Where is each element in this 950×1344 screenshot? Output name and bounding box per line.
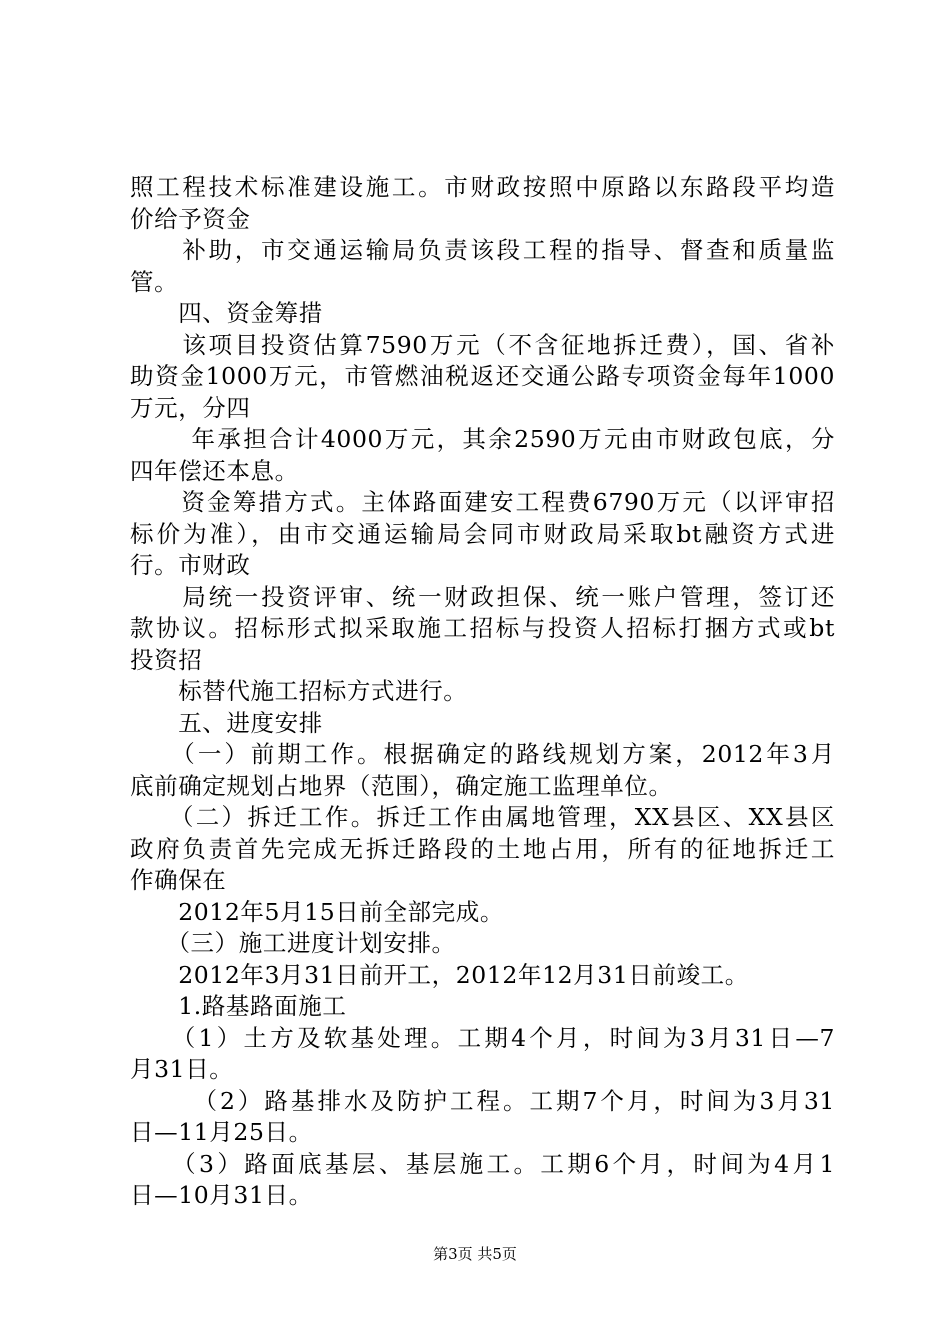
text-line: 助资金1000万元，市管燃油税返还交通公路专项资金每年1000 [130, 362, 835, 390]
text-line: 万元，分四 [130, 393, 251, 422]
text-line: 日—10月31日。 [130, 1181, 313, 1209]
text-line: 局统一投资评审、统一财政担保、统一账户管理，签订还 [130, 582, 835, 611]
text-line: 2012年5月15日前全部完成。 [130, 897, 504, 926]
text-line: 标价为准），由市交通运输局会同市财政局采取bt融资方式进 [130, 519, 835, 548]
text-line: 投资招 [130, 645, 203, 674]
text-line: （3）路面底基层、基层施工。工期6个月，时间为4月1 [130, 1149, 835, 1178]
text-line: 行。市财政 [130, 551, 251, 579]
text-line: 作确保在 [130, 866, 227, 894]
page-footer: 第3页 共5页 [433, 1245, 517, 1263]
text-line: 底前确定规划占地界（范围），确定施工监理单位。 [130, 771, 673, 800]
text-line: 年承担合计4000万元，其余2590万元由市财政包底，分 [130, 425, 835, 453]
text-line: （1）土方及软基处理。工期4个月，时间为3月31日—7 [130, 1023, 835, 1052]
text-line: （二）拆迁工作。拆迁工作由属地管理，XX县区、XX县区 [130, 803, 835, 831]
text-line: 2012年3月31日前开工，2012年12月31日前竣工。 [130, 960, 749, 989]
text-line: 管。 [130, 267, 179, 296]
text-line: 四、资金筹措 [130, 299, 323, 327]
document-body [130, 172, 835, 1212]
text-line: （三）施工进度计划安排。 [130, 929, 456, 957]
text-line: 月31日。 [130, 1055, 234, 1083]
text-line: 款协议。招标形式拟采取施工招标与投资人招标打捆方式或bt [130, 614, 835, 642]
text-line: 日—11月25日。 [130, 1118, 313, 1146]
text-line: （一）前期工作。根据确定的路线规划方案，2012年3月 [130, 740, 835, 768]
text-line: 价给予资金 [130, 204, 251, 233]
text-line: （2）路基排水及防护工程。工期7个月，时间为3月31 [130, 1086, 835, 1115]
text-line: 补助，市交通运输局负责该段工程的指导、督查和质量监 [130, 236, 835, 264]
text-line: 五、进度安排 [130, 708, 323, 737]
text-line: 标替代施工招标方式进行。 [130, 677, 468, 705]
text-line: 政府负责首先完成无拆迁路段的土地占用，所有的征地拆迁工 [130, 834, 835, 863]
text-line: 资金筹措方式。主体路面建安工程费6790万元（以评审招 [130, 488, 835, 516]
text-line: 该项目投资估算7590万元（不含征地拆迁费），国、省补 [130, 330, 835, 359]
text-line: 四年偿还本息。 [130, 456, 299, 485]
text-line: 照工程技术标准建设施工。市财政按照中原路以东路段平均造 [130, 173, 835, 201]
text-line: 1.路基路面施工 [130, 992, 347, 1020]
